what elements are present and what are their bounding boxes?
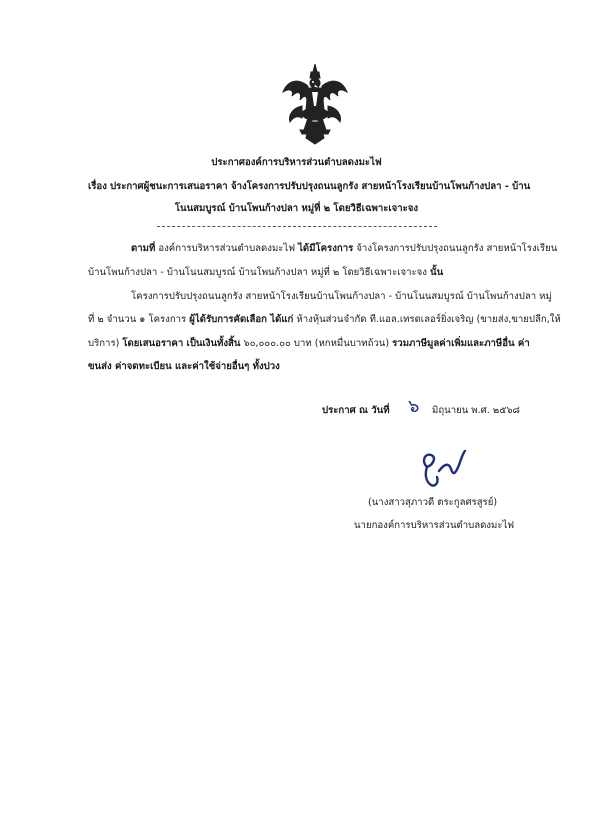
announce-day: ๖ xyxy=(408,396,420,417)
para1-line1 xyxy=(131,242,557,255)
signatory-name: (นางสาวสุภาวดี ตระกูลศรสูรย์) xyxy=(368,497,498,508)
document-title: ประกาศองค์การบริหารส่วนตำบลดงมะไฟ xyxy=(211,157,382,168)
para1-line2 xyxy=(88,266,443,279)
subject-line-2: โนนสมบูรณ์ บ้านโพนก้างปลา หมู่ที่ ๒ โดยวิธีเฉพาะเจาะจง xyxy=(174,203,419,214)
announce-date-line xyxy=(322,404,390,417)
para2-price-label: โดยเสนอราคา เป็นเงินทั้งสิ้น xyxy=(122,338,241,349)
para1-org: องค์การบริหารส่วนตำบลดงมะไฟ xyxy=(158,243,296,254)
signature-icon xyxy=(415,445,467,491)
para1-end: นั้น xyxy=(430,267,444,278)
garuda-emblem-icon xyxy=(280,62,350,146)
announce-prefix: ประกาศ ณ วันที่ xyxy=(322,405,390,416)
announce-month-year: มิถุนายน พ.ศ. ๒๕๖๘ xyxy=(432,405,520,416)
para2-selected-label: ผู้ได้รับการคัดเลือก ได้แก่ xyxy=(189,314,294,325)
para1-whereas: ตามที่ xyxy=(131,243,156,254)
para2-company-cont: บริการ) xyxy=(88,338,120,349)
para1-has-project: ได้มีโครงการ xyxy=(298,243,354,254)
para2-line2 xyxy=(88,313,561,326)
para2-count: ที่ ๒ จำนวน ๑ โครงการ xyxy=(88,314,187,325)
para2-price: ๖๐,๐๐๐.๐๐ บาท (หกหมื่นบาทถ้วน) xyxy=(243,338,390,349)
subject-text-1: ประกาศผู้ชนะการเสนอราคา จ้างโครงการปรับปรุงถนนลูกรัง สายหน้าโรงเรียนบ้านโพนก้างปลา - บ้าน xyxy=(109,181,531,192)
para2-line4: ขนส่ง ค่าจดทะเบียน และค่าใช้จ่ายอื่นๆ ทั้งปวง xyxy=(88,361,280,372)
divider-line xyxy=(157,226,437,227)
para2-line1: โครงการปรับปรุงถนนลูกรัง สายหน้าโรงเรียนบ้านโพนก้างปลา - บ้านโนนสมบูรณ์ บ้านโพนก้างปลา หมู่ xyxy=(131,291,552,302)
subject-line-1 xyxy=(88,180,530,193)
subject-label: เรื่อง xyxy=(88,181,107,192)
para1-project: จ้างโครงการปรับปรุงถนนลูกรัง สายหน้าโรงเรียน xyxy=(356,243,558,254)
para2-line3 xyxy=(88,337,530,350)
signatory-position: นายกองค์การบริหารส่วนตำบลดงมะไฟ xyxy=(354,520,515,531)
para2-company: ห้างหุ้นส่วนจำกัด ที.แอล.เทรดเลอร์ยิ่งเจริญ (ขายส่ง,ขายปลีก,ให้ xyxy=(296,314,561,325)
para1-project-cont: บ้านโพนก้างปลา - บ้านโนนสมบูรณ์ บ้านโพนก้างปลา หมู่ที่ ๒ โดยวิธีเฉพาะเจาะจง xyxy=(88,267,427,278)
para2-tax: รวมภาษีมูลค่าเพิ่มและภาษีอื่น ค่า xyxy=(392,338,530,349)
